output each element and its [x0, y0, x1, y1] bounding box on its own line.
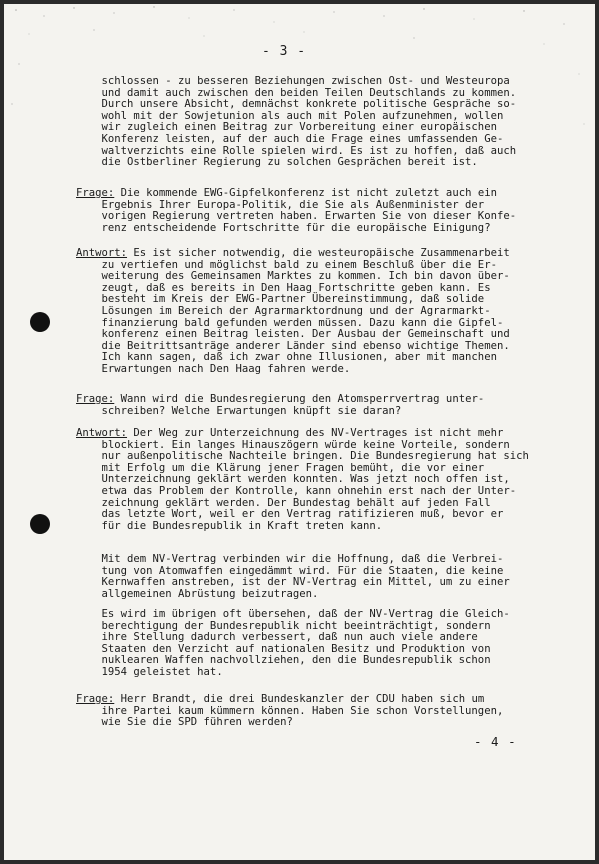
punch-hole	[30, 312, 50, 332]
text-line: Ich kann sagen, daß ich zwar ohne Illusionen, aber mit manchen	[76, 351, 497, 364]
document-page	[4, 4, 595, 860]
text-line: Konferenz leisten, auf der auch die Frage eines umfassenden Ge-	[76, 132, 504, 145]
page-number: - 3 -	[262, 44, 307, 59]
text-line: für die Bundesrepublik in Kraft treten kann.	[76, 519, 383, 532]
paragraph-block	[76, 609, 588, 679]
text-line-rest: Herr Brandt, die drei Bundeskanzler der CDU haben sich um	[114, 693, 485, 705]
text-line	[76, 394, 588, 406]
text-line: Staaten den Verzicht auf nationalen Besitz und Produktion von	[76, 642, 491, 655]
text-line: zeugt, daß es bereits in Den Haag Fortschritte geben kann. Es	[76, 281, 491, 294]
answer-block	[76, 248, 588, 376]
text-line: schreiben? Welche Erwartungen knüpft sie daran?	[76, 404, 402, 417]
text-line: nur außenpolitische Nachteile bringen. Die Bundesregierung hat sich	[76, 450, 529, 463]
text-line: ihre Partei kaum kümmern können. Haben Sie schon Vorstellungen,	[76, 704, 504, 717]
text-line: Unterzeichnung geklärt werden konnten. Was jetzt noch offen ist,	[76, 473, 510, 486]
text-line: renz entscheidende Fortschritte für die europäische Einigung?	[76, 221, 491, 234]
answer-label: Antwort:	[76, 427, 128, 439]
text-line: Kernwaffen anstreben, ist der NV-Vertrag ein Mittel, um zu einer	[76, 576, 510, 589]
text-line: allgemeinen Abrüstung beizutragen.	[76, 587, 319, 600]
text-line: die Ostberliner Regierung zu solchen Gesprächen bereit ist.	[76, 156, 478, 169]
text-line: tung von Atomwaffen eingedämmt wird. Für die Staaten, die keine	[76, 564, 504, 577]
text-line: zu vertiefen und möglichst bald zu einem Beschluß über die Er-	[76, 258, 497, 271]
text-line: und damit auch zwischen den beiden Teilen Deutschlands zu kommen.	[76, 86, 517, 99]
text-line: 1954 geleistet hat.	[76, 665, 223, 678]
text-line: finanzierung bald gefunden werden müssen. Dazu kann die Gipfel-	[76, 316, 504, 329]
text-line	[76, 428, 588, 440]
punch-hole	[30, 514, 50, 534]
text-line: berechtigung der Bundesrepublik nicht beeinträchtigt, sondern	[76, 619, 491, 632]
text-line: konferenz einen Beitrag leisten. Der Ausbau der Gemeinschaft und	[76, 328, 510, 341]
text-line: Ergebnis Ihrer Europa-Politik, die Sie als Außenminister der	[76, 198, 485, 211]
text-line: schlossen - zu besseren Beziehungen zwischen Ost- und Westeuropa	[76, 75, 510, 87]
text-line: etwa das Problem der Kontrolle, kann ohnehin erst nach der Unter-	[76, 484, 517, 497]
text-line: zeichnung geklärt werden. Der Bundestag behält auf jeden Fall	[76, 496, 491, 509]
text-line: weiterung des Gemeinsamen Marktes zu kommen. Ich bin davon über-	[76, 270, 510, 283]
text-line: vorigen Regierung vertreten haben. Erwarten Sie von dieser Konfe-	[76, 210, 517, 223]
question-label: Frage:	[76, 693, 115, 705]
text-line: waltverzichts eine Rolle spielen wird. Es ist zu hoffen, daß auch	[76, 144, 517, 157]
text-line	[76, 694, 588, 706]
text-line-rest: Wann wird die Bundesregierung den Atomsperrvertrag unter-	[114, 393, 485, 405]
text-line: Erwartungen nach Den Haag fahren werde.	[76, 362, 351, 375]
answer-label: Antwort:	[76, 247, 128, 259]
text-line-rest: Der Weg zur Unterzeichnung des NV-Vertrages ist nicht mehr	[127, 427, 504, 439]
question-block	[76, 394, 588, 417]
text-line: die Beitrittsanträge anderer Länder sind ebenso wichtige Themen.	[76, 339, 510, 352]
question-block	[76, 694, 588, 729]
text-line: besteht im Kreis der EWG-Partner Übereinstimmung, daß solide	[76, 293, 485, 306]
text-line	[76, 248, 588, 260]
text-line: Lösungen im Bereich der Agrarmarktordnung und der Agrarmarkt-	[76, 304, 491, 317]
next-page-number: - 4 -	[474, 734, 517, 749]
text-line: Mit dem NV-Vertrag verbinden wir die Hoffnung, daß die Verbrei-	[76, 553, 504, 565]
text-line: ihre Stellung dadurch verbessert, daß nun auch viele andere	[76, 631, 478, 644]
question-label: Frage:	[76, 393, 115, 405]
text-line: nuklearen Waffen nachvollziehen, den die Bundesrepublik schon	[76, 654, 491, 667]
text-line-rest: Die kommende EWG-Gipfelkonferenz ist nicht zuletzt auch ein	[114, 187, 497, 199]
text-line: Durch unsere Absicht, demnächst konkrete politische Gespräche so-	[76, 98, 517, 111]
text-line	[76, 188, 588, 200]
text-line: das letzte Wort, weil er den Vertrag ratifizieren muß, bevor er	[76, 508, 504, 521]
question-block	[76, 188, 588, 234]
text-line: blockiert. Ein langes Hinauszögern würde keine Vorteile, sondern	[76, 438, 510, 451]
text-line: Es wird im übrigen oft übersehen, daß der NV-Vertrag die Gleich-	[76, 608, 510, 620]
text-line-rest: Es ist sicher notwendig, die westeuropäische Zusammenarbeit	[127, 247, 510, 259]
paragraph-block	[76, 554, 588, 600]
paragraph-block	[76, 76, 588, 169]
text-line: wir zugleich einen Beitrag zur Vorbereitung einer europäischen	[76, 121, 497, 134]
text-line: wie Sie die SPD führen werden?	[76, 716, 293, 729]
text-line: mit Erfolg um die Klärung jener Fragen bemüht, die vor einer	[76, 461, 485, 474]
question-label: Frage:	[76, 187, 115, 199]
text-line: wohl mit der Sowjetunion als auch mit Polen aufzunehmen, wollen	[76, 109, 504, 122]
answer-block	[76, 428, 588, 532]
